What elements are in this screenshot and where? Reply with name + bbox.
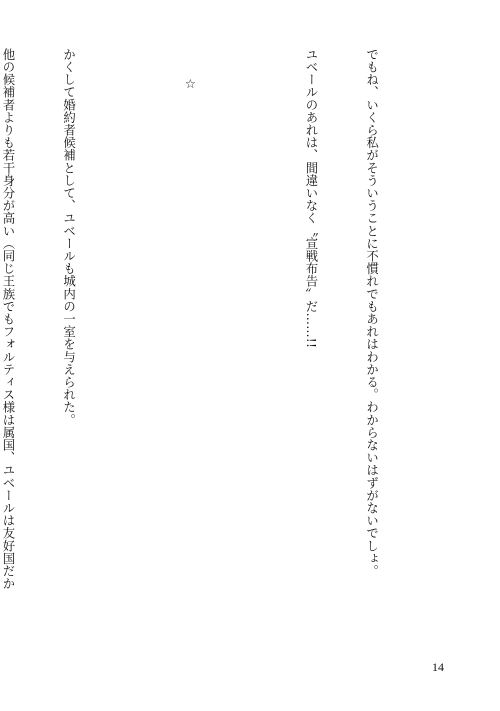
text-line: ユベールのあれは、間違いなく〝宣戦布告〟だ……!! <box>303 48 319 349</box>
text-line: 他の候補者よりも若干身分が高い（同じ王族でもフォルティス様は属国、ユベールは友好国だか <box>0 48 16 590</box>
vertical-text-block <box>0 48 422 608</box>
blank-line <box>240 48 260 608</box>
page-number: 14 <box>432 660 444 674</box>
text-line: でもね、いくら私がそういうことに不慣れでもあれはわかる。わからないはずがないでしょ。 <box>364 48 380 578</box>
text-line: かくして婚約者候補として、ユベールも城内の一室を与えられた。 <box>61 48 77 426</box>
blank-line <box>119 48 139 608</box>
scene-break-star: ☆ <box>182 76 198 92</box>
